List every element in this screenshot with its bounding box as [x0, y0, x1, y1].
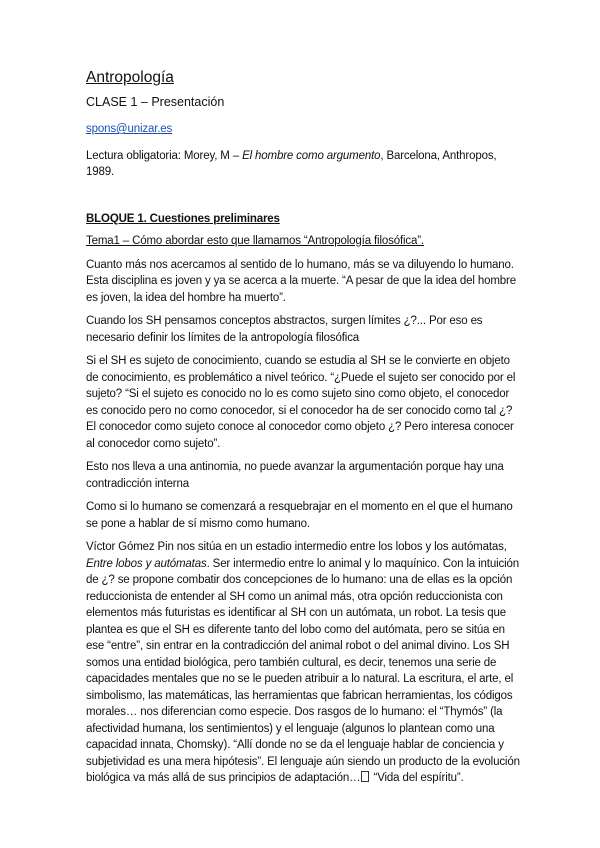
reading-book-title: El hombre como argumento — [242, 149, 381, 162]
final-paragraph — [86, 539, 520, 787]
final-paragraph-ending: “Vida del espíritu”. — [370, 772, 464, 784]
document-title: Antropología — [86, 69, 174, 86]
document-content — [86, 68, 520, 794]
topic-heading: Tema1 – Cómo abordar esto que llamamos “Antropología filosófica”. — [86, 235, 424, 247]
class-subtitle: CLASE 1 – Presentación — [86, 95, 225, 109]
paragraph: Cuanto más nos acercamos al sentido de lo humano, más se va diluyendo lo humano. Esta disciplina es joven y ya se acerca a la muerte. “A pesar de que la idea del hombre es joven, la idea del hombre ha muerto”. — [86, 258, 516, 304]
reading-prefix: Lectura obligatoria: Morey, M – — [86, 149, 243, 162]
paragraph: Cuando los SH pensamos conceptos abstractos, surgen límites ¿?... Por eso es necesario definir los límites de la antropología filosófica — [86, 315, 483, 344]
email-link[interactable]: spons@unizar.es — [86, 123, 173, 135]
reading-suffix: , Barcelona, Anthropos, 1989. — [86, 149, 497, 178]
missing-glyph-icon — [361, 771, 369, 782]
paragraph: Si el SH es sujeto de conocimiento, cuando se estudia al SH se le convierte en objeto de conocimiento, es problemático a nivel teórico. “¿Puede el sujeto ser conocido por el sujeto? “Si el sujeto es conocido no lo es como sujeto sino como objeto, el conocedor es conocido pero no como conocedor, si el conocedor ha de ser conocido como tal ¿? El conocedor como sujeto conoce al conocedor como objeto ¿? Pero interesa conocer al conocedor como sujeto”. — [86, 355, 516, 450]
final-paragraph-book-title: Entre lobos y autómatas — [86, 557, 207, 570]
final-paragraph-intro: Víctor Gómez Pin nos sitúa en un estadio intermedio entre los lobos y los autómatas, — [86, 541, 507, 553]
final-paragraph-body: . Ser intermedio entre lo animal y lo maquínico. Con la intuición de ¿? se propone combatir dos concepciones de lo humano: una de ellas es la opción reduccionista de entender al SH como un animal más, otra opción reduccionista con elementos más futuristas es identificar al SH con un autómata, un robot. La tesis que plantea es que el SH es diferente tanto del lobo como del autómata, pero se sitúa en ese “entre”, sin entrar en la contradicción del animal robot o del animal divino. Los SH somos una entidad biológica, pero también cultural, es decir, tenemos una serie de capacidades mentales que no se le pueden atribuir a lo natural. La escritura, el arte, el simbolismo, las matemáticas, las herramientas que fabrican herramientas, los códigos morales… nos diferencian como especie. Dos rasgos de lo humano: el “Thymós” (la afectividad humana, los sentimientos) y el lenguaje (algunos lo plantean como una capacidad innata, Chomsky). “Allí donde no se da el lenguaje hablar de conciencia y subjetividad es una mera hipótesis”. El lenguaje aún siendo un producto de la evolución biológica va más allá de sus principios de adaptación… — [86, 557, 520, 784]
paragraph: Esto nos lleva a una antinomia, no puede avanzar la argumentación porque hay una contradicción interna — [86, 461, 504, 490]
paragraph: Como si lo humano se comenzará a resquebrajar en el momento en el que el humano se pone a hablar de sí mismo como humano. — [86, 501, 513, 530]
required-reading — [86, 148, 520, 181]
block-heading: BLOQUE 1. Cuestiones preliminares — [86, 212, 280, 225]
